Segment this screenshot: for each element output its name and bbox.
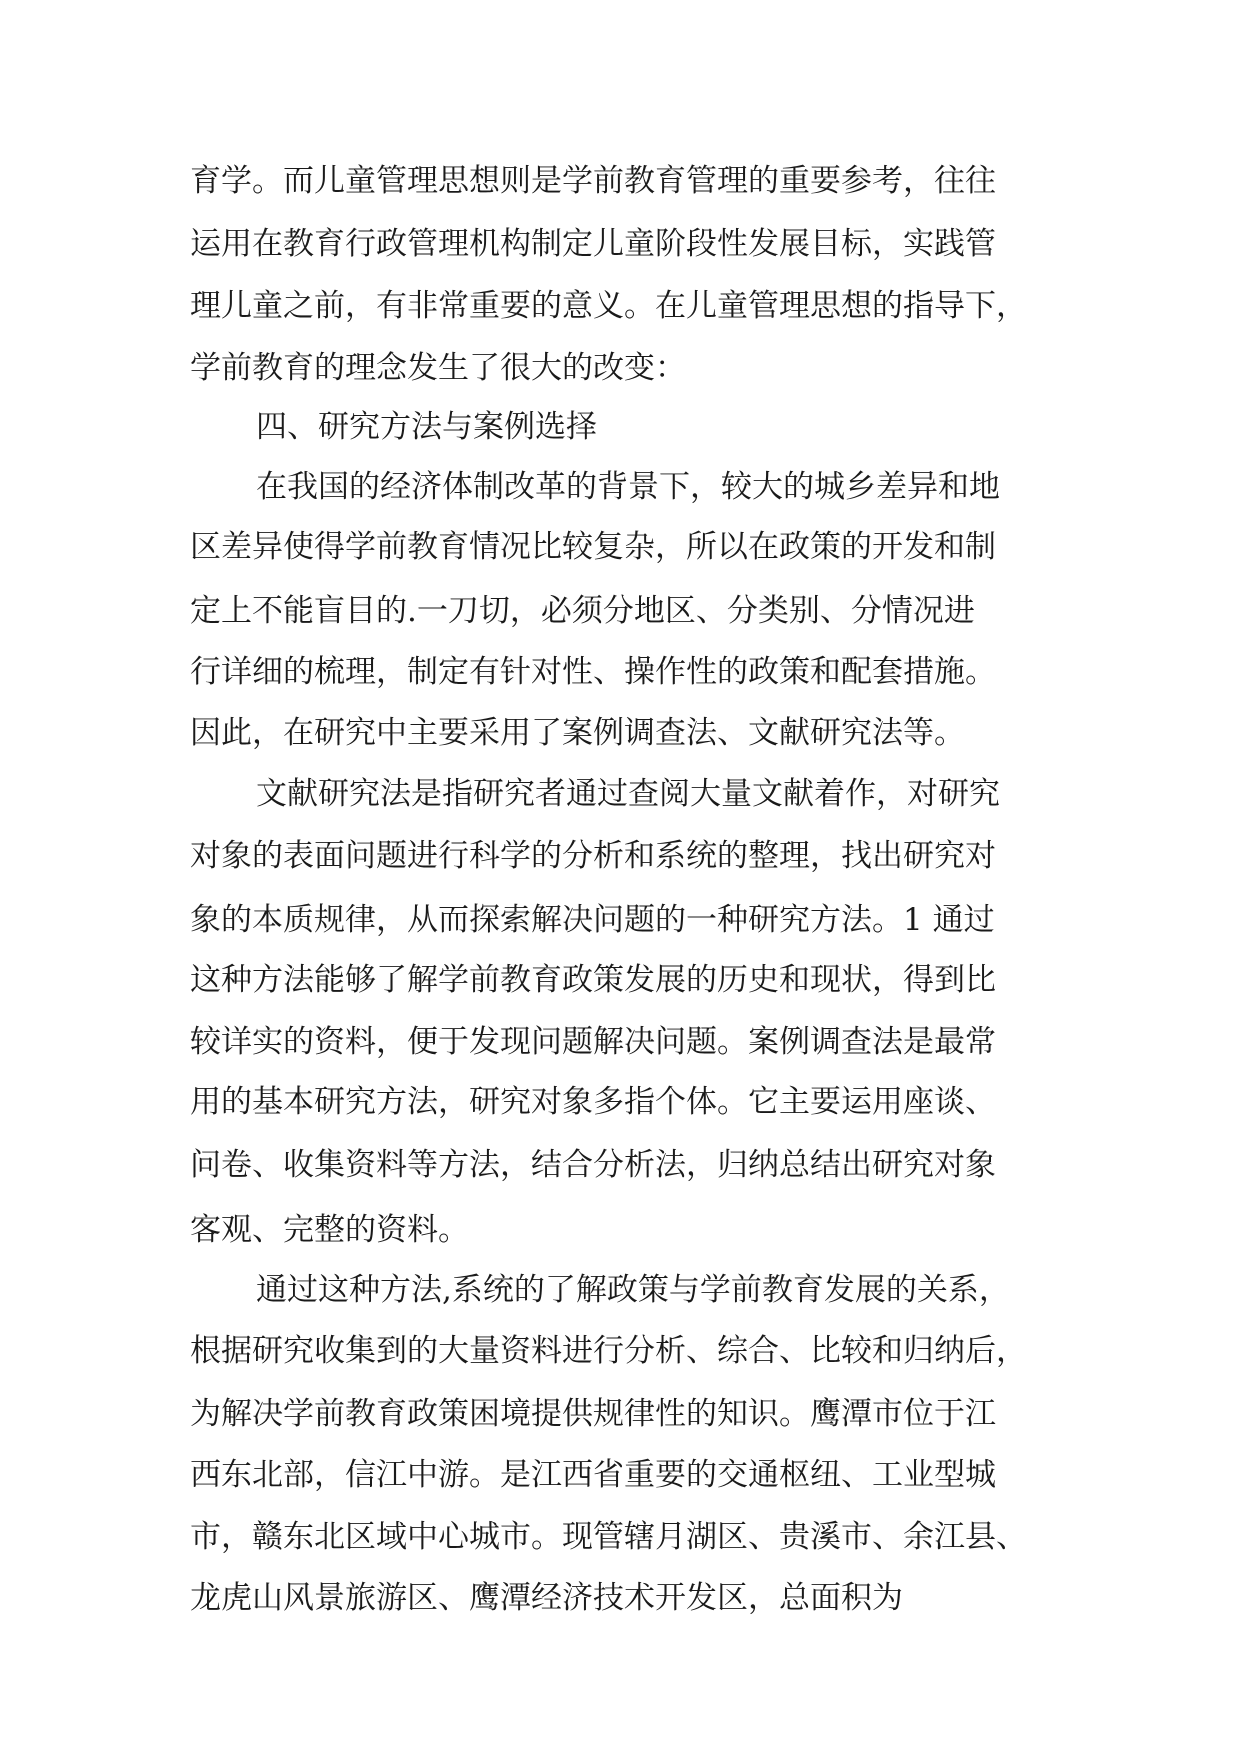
text-line: 为解决学前教育政策困境提供规律性的知识。鹰潭市位于江 (190, 1396, 996, 1432)
text-line: 对象的表面问题进行科学的分析和系统的整理，找出研究对 (190, 838, 996, 874)
text-line: 理儿童之前，有非常重要的意义。在儿童管理思想的指导下， (190, 288, 1027, 324)
text-line: 因此，在研究中主要采用了案例调查法、文献研究法等。 (190, 715, 965, 751)
text-line: 通过这种方法,系统的了解政策与学前教育发展的关系， (256, 1272, 1010, 1308)
text-line: 龙虎山风景旅游区、鹰潭经济技术开发区，总面积为 (190, 1580, 903, 1616)
text-line: 区差异使得学前教育情况比较复杂，所以在政策的开发和制 (190, 529, 996, 565)
text-line: 市，赣东北区域中心城市。现管辖月湖区、贵溪市、余江县、 (190, 1519, 1027, 1555)
text-line: 象的本质规律，从而探索解决问题的一种研究方法。1 通过 (190, 902, 995, 938)
text-line: 这种方法能够了解学前教育政策发展的历史和现状，得到比 (190, 962, 996, 998)
section-heading: 四、研究方法与案例选择 (256, 409, 597, 445)
text-line: 在我国的经济体制改革的背景下，较大的城乡差异和地 (256, 469, 1000, 505)
text-line: 学前教育的理念发生了很大的改变： (190, 350, 686, 386)
text-line: 行详细的梳理，制定有针对性、操作性的政策和配套措施。 (190, 654, 996, 690)
text-line: 客观、完整的资料。 (190, 1212, 469, 1248)
text-line: 根据研究收集到的大量资料进行分析、综合、比较和归纳后， (190, 1333, 1027, 1369)
text-line: 问卷、收集资料等方法，结合分析法，归纳总结出研究对象 (190, 1147, 996, 1183)
text-line: 育学。而儿童管理思想则是学前教育管理的重要参考，往往 (190, 163, 996, 199)
text-line: 运用在教育行政管理机构制定儿童阶段性发展目标，实践管 (190, 226, 996, 262)
text-line: 西东北部，信江中游。是江西省重要的交通枢纽、工业型城 (190, 1457, 996, 1493)
text-line: 用的基本研究方法，研究对象多指个体。它主要运用座谈、 (190, 1084, 996, 1120)
text-line: 定上不能盲目的.一刀切，必须分地区、分类别、分情况进 (190, 593, 975, 629)
text-line: 较详实的资料，便于发现问题解决问题。案例调查法是最常 (190, 1024, 996, 1060)
text-line: 文献研究法是指研究者通过查阅大量文献着作，对研究 (256, 776, 1000, 812)
